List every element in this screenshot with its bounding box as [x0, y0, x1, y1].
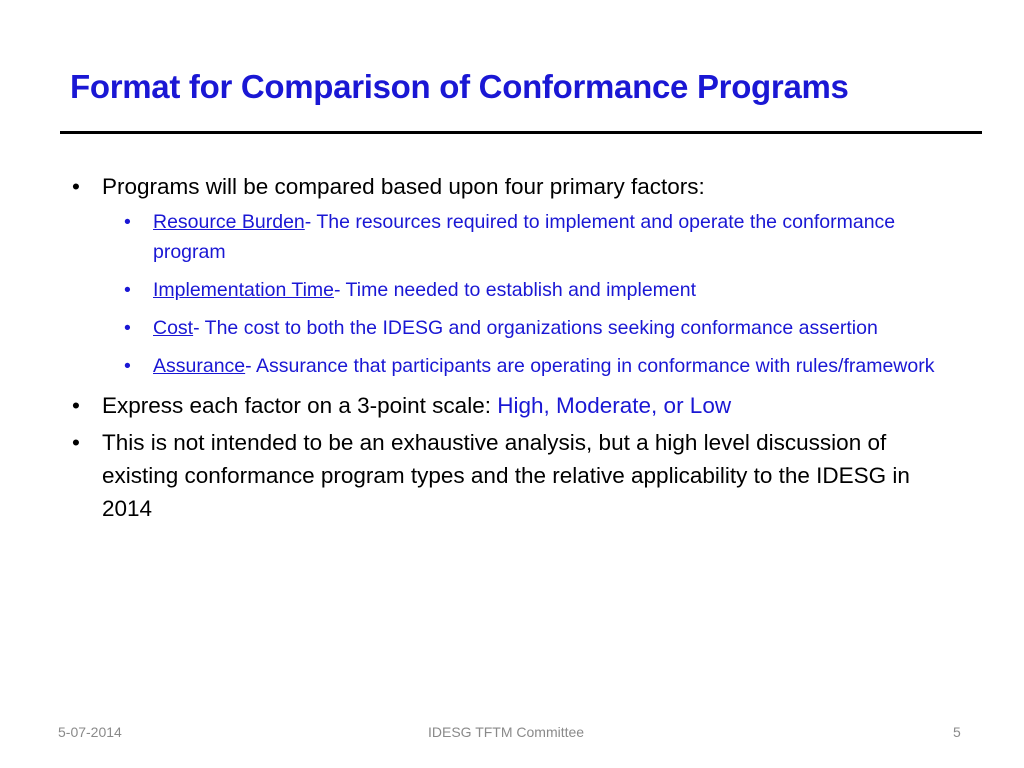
footer-date: 5-07-2014 — [58, 724, 122, 740]
factor-list — [72, 207, 952, 381]
bullet-icon: • — [72, 174, 80, 199]
factor-description: - The cost to both the IDESG and organizations seeking conformance assertion — [193, 317, 878, 339]
factor-term: Cost — [153, 317, 194, 339]
factor-item-implementation-time — [72, 275, 952, 305]
slide-body — [72, 170, 952, 529]
factor-item-resource-burden — [72, 207, 952, 267]
bullet-item-scale — [72, 389, 952, 422]
bullet-text: This is not intended to be an exhaustive analysis, but a high level discussion of existing conformance program types and the relative applicability to the IDESG in 2014 — [102, 430, 910, 521]
bullet-text: Express each factor on a 3-point scale: — [102, 393, 498, 418]
bullet-icon: • — [124, 211, 131, 233]
title-divider — [60, 131, 982, 134]
factor-description: - The resources required to implement and operate the conformance program — [153, 211, 896, 263]
factor-description: - Time needed to establish and implement — [334, 279, 697, 301]
bullet-icon: • — [124, 355, 131, 377]
slide-number: 5 — [953, 724, 961, 740]
factor-term: Resource Burden — [153, 211, 305, 233]
factor-item-assurance — [72, 351, 952, 381]
bullet-icon: • — [124, 279, 131, 301]
bullet-item-scope — [72, 426, 952, 525]
factor-term: Assurance — [153, 355, 246, 377]
factor-item-cost — [72, 313, 952, 343]
bullet-icon: • — [124, 317, 131, 339]
footer-committee: IDESG TFTM Committee — [428, 724, 585, 740]
bullet-icon: • — [72, 430, 80, 455]
bullet-text: Programs will be compared based upon four primary factors: — [102, 174, 705, 199]
bullet-item-factors — [72, 170, 952, 203]
factor-description: - Assurance that participants are operating in conformance with rules/framework — [245, 355, 935, 377]
bullet-icon: • — [72, 393, 80, 418]
slide-title: Format for Comparison of Conformance Programs — [70, 68, 849, 105]
scale-values: High, Moderate, or Low — [497, 393, 732, 418]
factor-term: Implementation Time — [153, 279, 334, 301]
